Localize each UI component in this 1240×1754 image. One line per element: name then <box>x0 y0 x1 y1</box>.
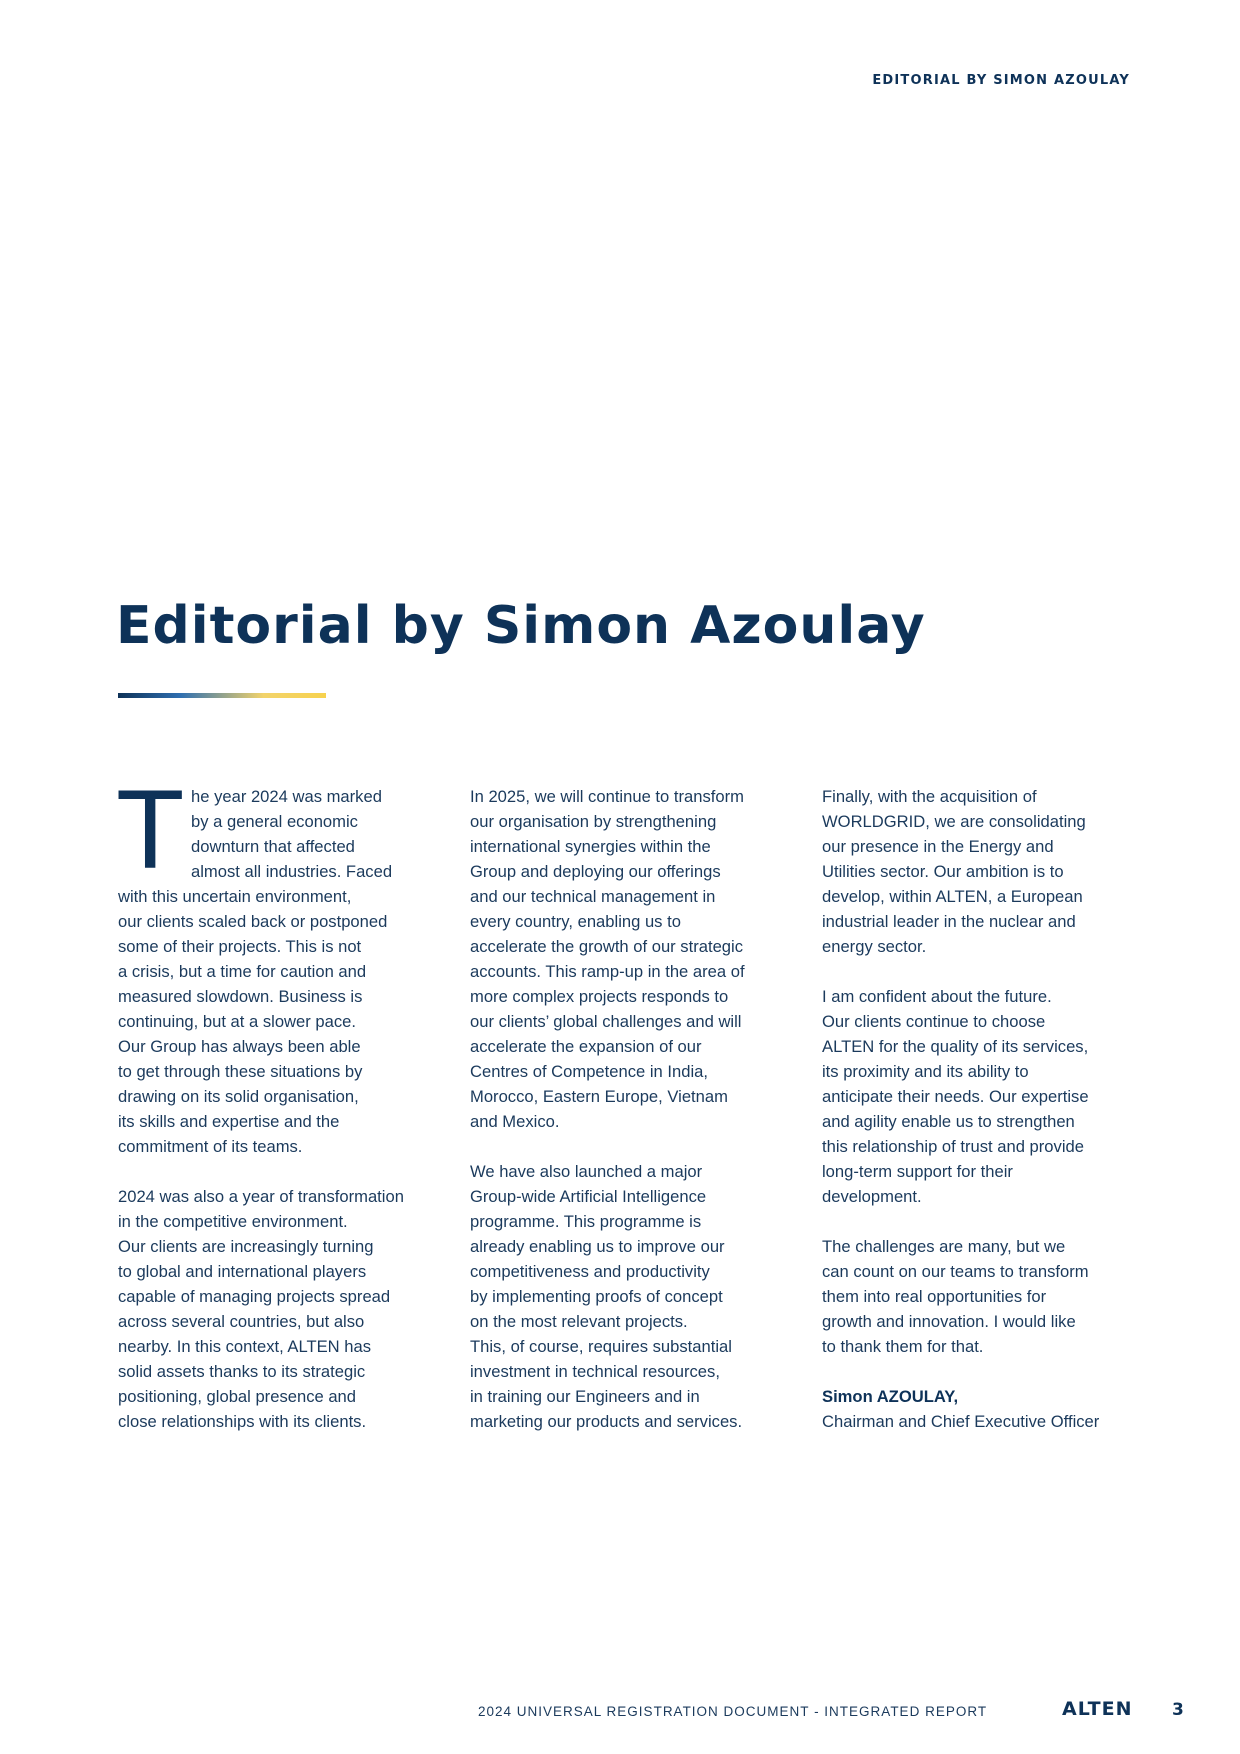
text-line: competitiveness and productivity <box>470 1262 710 1281</box>
text-line: international synergies within the <box>470 837 711 856</box>
text-line: long-term support for their <box>822 1162 1013 1181</box>
text-line: anticipate their needs. Our expertise <box>822 1087 1089 1106</box>
text-line: Utilities sector. Our ambition is to <box>822 862 1064 881</box>
text-line: programme. This programme is <box>470 1212 702 1231</box>
text-line: Centres of Competence in India, <box>470 1062 708 1081</box>
text-line: industrial leader in the nuclear and <box>822 912 1076 931</box>
text-line: 2024 was also a year of transformation <box>118 1187 404 1206</box>
text-line: on the most relevant projects. <box>470 1312 688 1331</box>
text-line: Group-wide Artificial Intelligence <box>470 1187 707 1206</box>
text-line: nearby. In this context, ALTEN has <box>118 1337 372 1356</box>
text-line: The challenges are many, but we <box>822 1237 1066 1256</box>
text-line: development. <box>822 1187 922 1206</box>
text-line: develop, within ALTEN, a European <box>822 887 1083 906</box>
text-line: Our clients are increasingly turning <box>118 1237 374 1256</box>
text-column-1 <box>116 767 428 1459</box>
text-column-3 <box>822 784 1142 1459</box>
text-line: its skills and expertise and the <box>118 1112 340 1131</box>
text-line: Group and deploying our offerings <box>470 862 721 881</box>
text-line: downturn that affected <box>191 837 355 856</box>
text-line: Our Group has always been able <box>118 1037 361 1056</box>
signature-block <box>822 1384 1142 1434</box>
text-line: our presence in the Energy and <box>822 837 1054 856</box>
text-line: In 2025, we will continue to transform <box>470 787 744 806</box>
text-line: We have also launched a major <box>470 1162 703 1181</box>
text-line: Our clients continue to choose <box>822 1012 1046 1031</box>
text-line: I am confident about the future. <box>822 987 1052 1006</box>
text-line: drawing on its solid organisation, <box>118 1087 359 1106</box>
text-line: he year 2024 was marked <box>191 787 382 806</box>
text-line: and our technical management in <box>470 887 716 906</box>
running-header-title: EDITORIAL BY SIMON AZOULAY <box>872 73 1130 88</box>
text-line: solid assets thanks to its strategic <box>118 1362 366 1381</box>
text-line: every country, enabling us to <box>470 912 681 931</box>
text-line: WORLDGRID, we are consolidating <box>822 812 1086 831</box>
text-line: with this uncertain environment, <box>118 887 352 906</box>
text-column-2 <box>470 784 780 1459</box>
text-line: energy sector. <box>822 937 927 956</box>
column3-paragraph-3 <box>822 1234 1142 1359</box>
alten-logo: ALTEN <box>1062 1698 1133 1720</box>
text-line: by implementing proofs of concept <box>470 1287 723 1306</box>
drop-cap: T <box>116 767 185 892</box>
signature-role: Chairman and Chief Executive Officer <box>822 1412 1100 1431</box>
text-line: accelerate the expansion of our <box>470 1037 702 1056</box>
text-line: more complex projects responds to <box>470 987 729 1006</box>
text-line: our organisation by strengthening <box>470 812 717 831</box>
title-underline-rule <box>118 693 326 698</box>
column1-paragraph-2 <box>118 1184 428 1434</box>
text-line: Finally, with the acquisition of <box>822 787 1037 806</box>
text-line: to thank them for that. <box>822 1337 984 1356</box>
text-line: This, of course, requires substantial <box>470 1337 732 1356</box>
page-title: Editorial by Simon Azoulay <box>116 596 926 656</box>
column3-paragraph-2 <box>822 984 1142 1209</box>
text-line: measured slowdown. Business is <box>118 987 363 1006</box>
signature-name: Simon AZOULAY, <box>822 1387 959 1406</box>
text-line: can count on our teams to transform <box>822 1262 1089 1281</box>
text-line: ALTEN for the quality of its services, <box>822 1037 1089 1056</box>
page-number: 3 <box>1172 1700 1184 1720</box>
text-line: close relationships with its clients. <box>118 1412 367 1431</box>
column3-paragraph-1 <box>822 784 1142 959</box>
text-line: investment in technical resources, <box>470 1362 720 1381</box>
column2-paragraph-1 <box>470 784 780 1134</box>
text-line: in training our Engineers and in <box>470 1387 700 1406</box>
text-line: commitment of its teams. <box>118 1137 303 1156</box>
text-line: capable of managing projects spread <box>118 1287 391 1306</box>
text-line: continuing, but at a slower pace. <box>118 1012 356 1031</box>
text-line: and Mexico. <box>470 1112 560 1131</box>
text-line: and agility enable us to strengthen <box>822 1112 1075 1131</box>
text-line: in the competitive environment. <box>118 1212 348 1231</box>
text-line: growth and innovation. I would like <box>822 1312 1076 1331</box>
text-line: across several countries, but also <box>118 1312 365 1331</box>
text-line: this relationship of trust and provide <box>822 1137 1084 1156</box>
column2-paragraph-2 <box>470 1159 780 1434</box>
text-line: Morocco, Eastern Europe, Vietnam <box>470 1087 728 1106</box>
text-line: its proximity and its ability to <box>822 1062 1029 1081</box>
text-line: marketing our products and services. <box>470 1412 743 1431</box>
text-line: already enabling us to improve our <box>470 1237 725 1256</box>
text-line: positioning, global presence and <box>118 1387 357 1406</box>
text-line: our clients scaled back or postponed <box>118 912 388 931</box>
footer-document-title: 2024 UNIVERSAL REGISTRATION DOCUMENT - INTEGRATED REPORT <box>478 1704 988 1719</box>
text-line: accelerate the growth of our strategic <box>470 937 744 956</box>
text-line: almost all industries. Faced <box>191 862 393 881</box>
text-line: by a general economic <box>191 812 358 831</box>
text-line: to global and international players <box>118 1262 367 1281</box>
text-line: accounts. This ramp-up in the area of <box>470 962 745 981</box>
text-line: some of their projects. This is not <box>118 937 362 956</box>
text-line: our clients’ global challenges and will <box>470 1012 742 1031</box>
text-line: to get through these situations by <box>118 1062 363 1081</box>
text-line: them into real opportunities for <box>822 1287 1047 1306</box>
text-line: a crisis, but a time for caution and <box>118 962 367 981</box>
